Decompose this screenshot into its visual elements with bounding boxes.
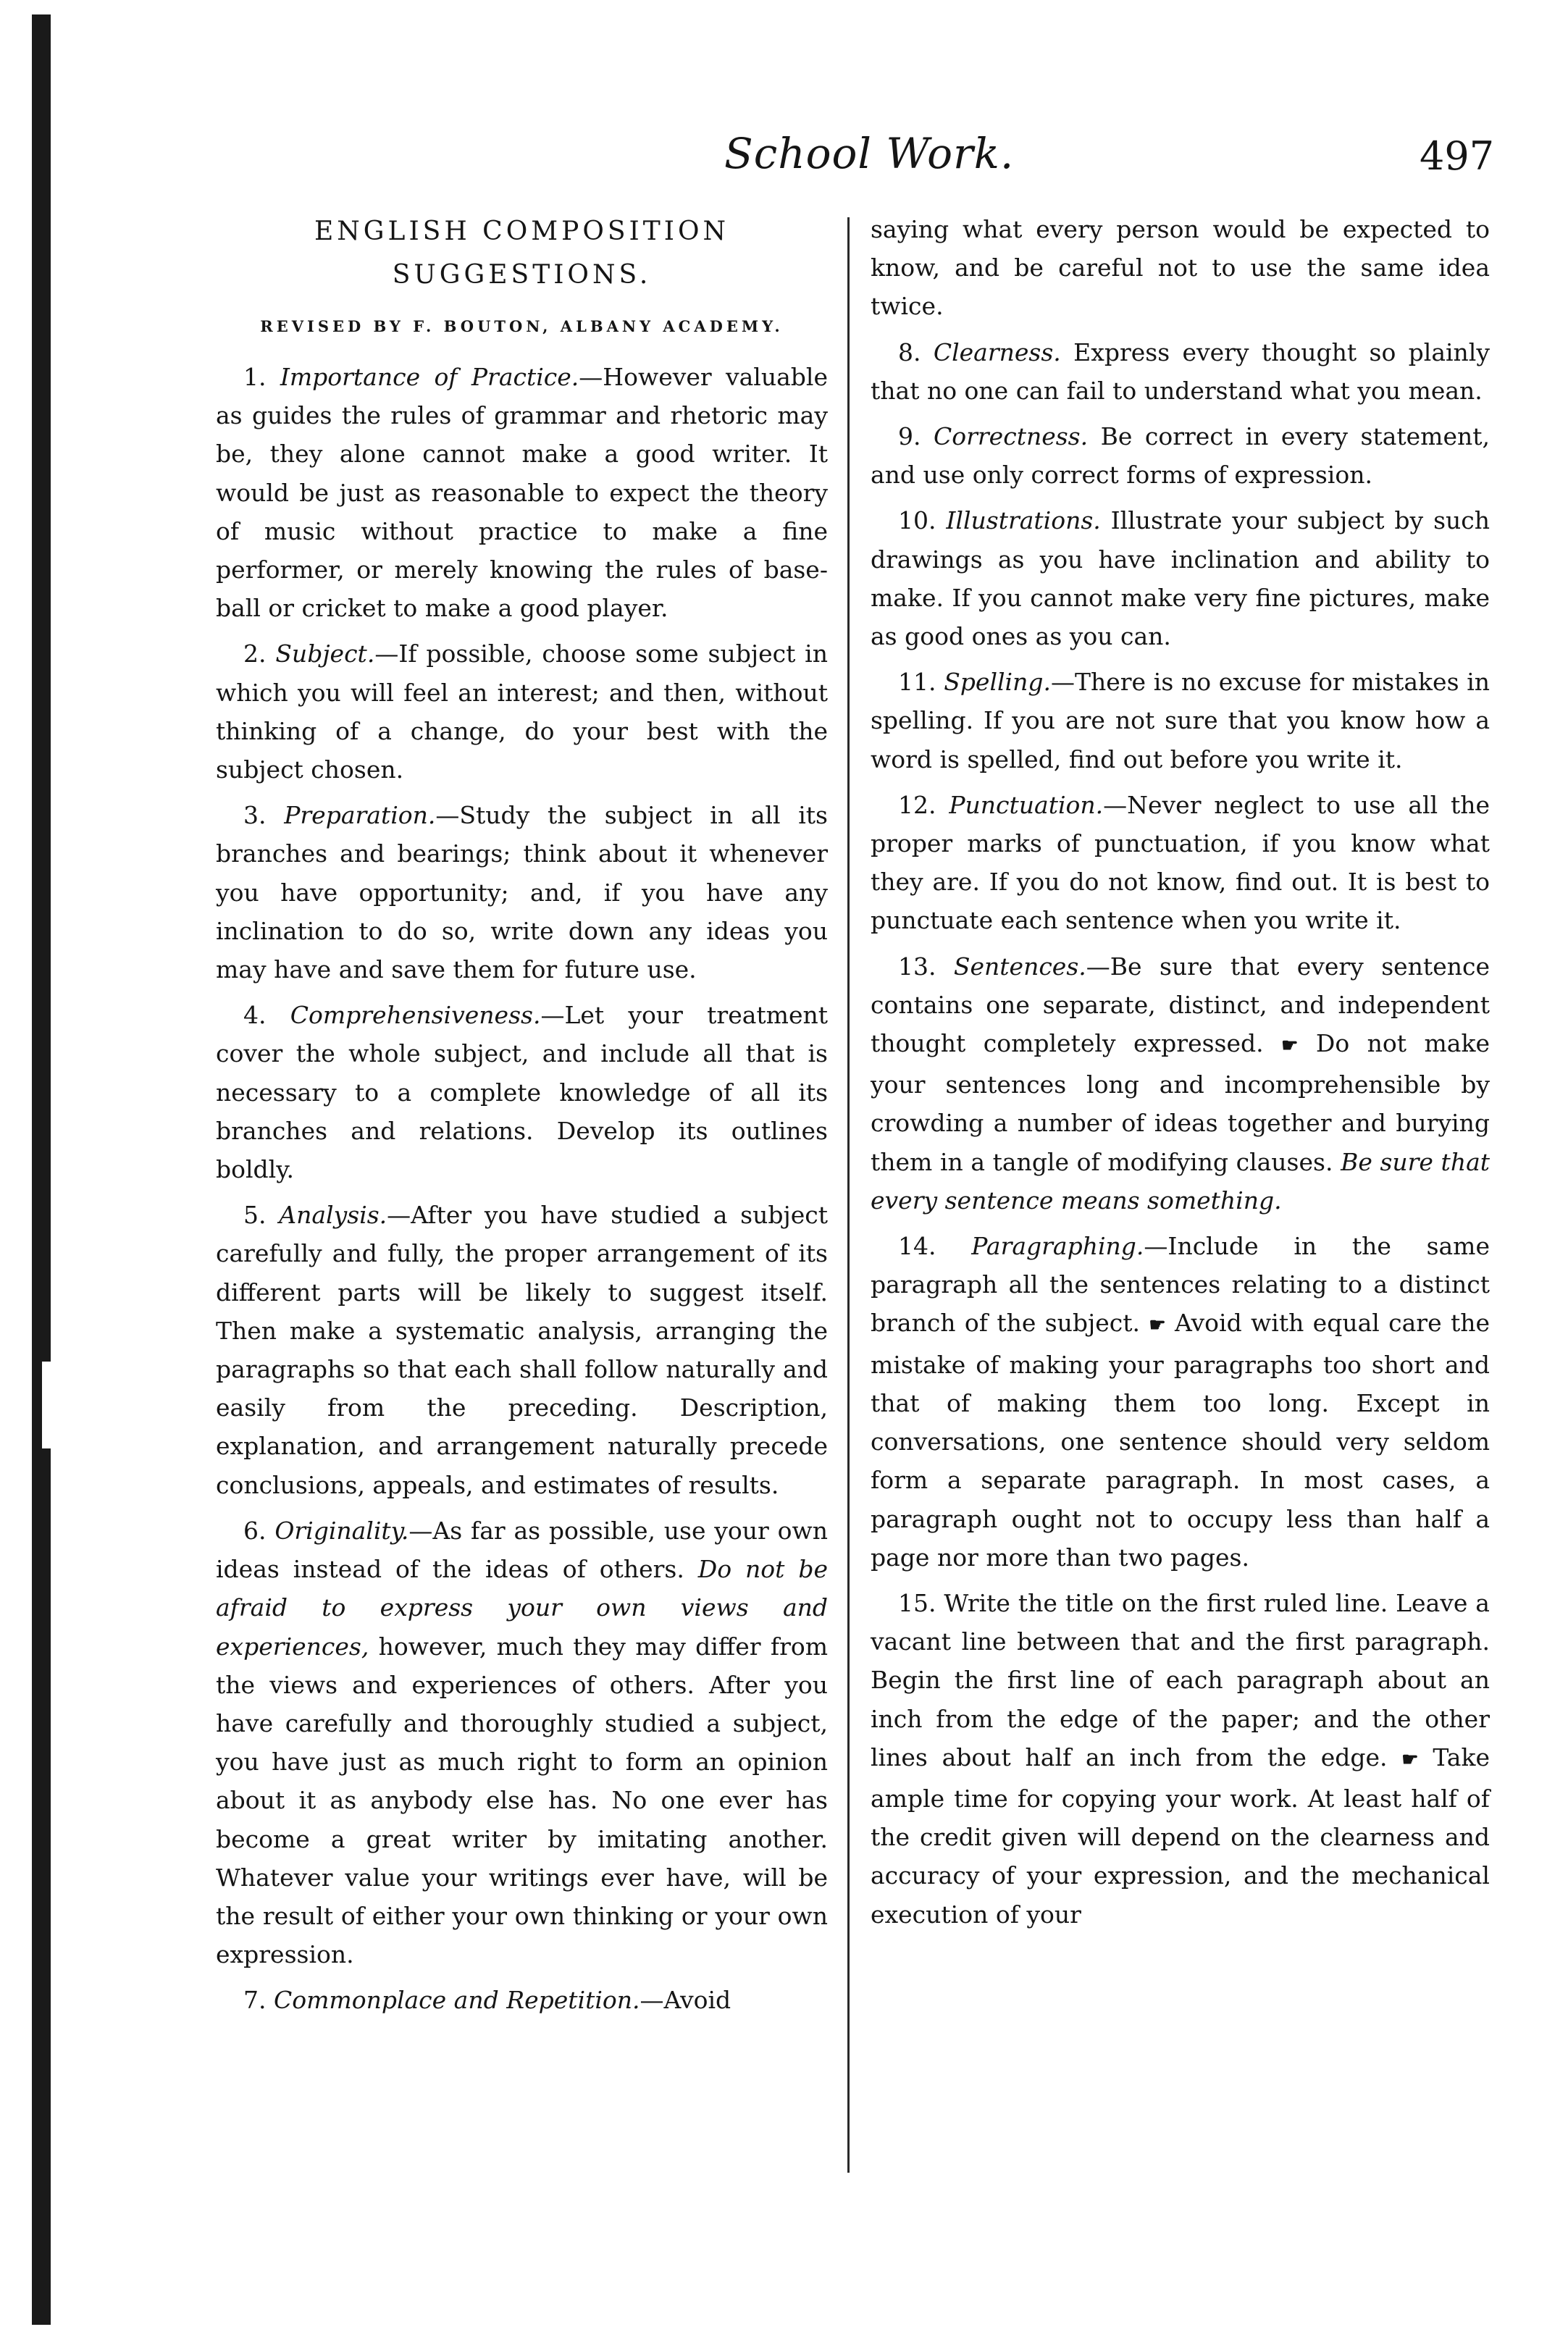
paragraph-text: Study the subject in all its branches and bearings; think about it whenever you have opportunity; and, if you have any inclination to do so, write down any ideas you may have and save them for future use. bbox=[216, 801, 828, 984]
left-column bbox=[216, 210, 828, 2027]
paragraph-text-continued: however, much they may differ from the views and experiences of others. After you have carefully and thoroughly studied a subject, you have just as much right to form an opinion about it as anybody else has. No one ever has become a great writer by imitating another. Whatever value your writings ever have, will be the result of either your own thinking or your own expression. bbox=[216, 1632, 829, 1969]
paragraph-title: Punctuation. bbox=[949, 790, 1104, 819]
paragraph-title: Spelling. bbox=[944, 668, 1051, 697]
paragraph-number: 12. bbox=[898, 790, 936, 819]
paragraph-number: 14. bbox=[898, 1232, 936, 1261]
paragraph-sentences bbox=[871, 947, 1490, 1220]
paragraph-spelling bbox=[871, 663, 1490, 779]
pointing-hand-icon: ☛ bbox=[1281, 1035, 1299, 1057]
paragraph-text: Include in the same paragraph all the sentences relating to a distinct branch of the subject. bbox=[871, 1232, 1490, 1338]
paragraph-title: Commonplace and Repetition. bbox=[274, 1986, 640, 2015]
paragraph-text: As far as possible, use your own ideas instead of the ideas of others. bbox=[216, 1516, 828, 1584]
paragraph-analysis bbox=[216, 1196, 828, 1504]
paragraph-continuation: saying what every person would be expected to know, and be careful not to use the same idea twice. bbox=[871, 215, 1490, 321]
title-separator: — bbox=[374, 639, 399, 668]
paragraph-title: Illustrations. bbox=[946, 506, 1101, 535]
paragraph-text: However valuable as guides the rules of grammar and rhetoric may be, they alone cannot make a good writer. It would be just as reasonable to expect the theory of music without practice to make a fine performer, or merely knowing the rules of base-ball or cricket to make a good player. bbox=[216, 363, 828, 623]
paragraph-text: After you have studied a subject carefully and fully, the proper arrangement of its different parts will be likely to suggest itself. Then make a systematic analysis, arranging the paragraphs so that each shall follow naturally and easily from the preceding. Description, explanation, and arrangement naturally precede conclusions, appeals, and estimates of results. bbox=[216, 1201, 828, 1499]
paragraph-text-continued: Do not make your sentences long and incomprehensible by crowding a number of ideas together and burying them in a tangle of modifying clauses. bbox=[871, 1029, 1490, 1176]
paragraph-originality bbox=[216, 1511, 828, 1974]
paragraph-text: Avoid bbox=[663, 1986, 731, 2015]
title-separator: — bbox=[579, 363, 603, 391]
paragraph-number: 11. bbox=[898, 668, 936, 697]
paragraph-title: Paragraphing. bbox=[971, 1232, 1144, 1261]
paragraph-text: Let your treatment cover the whole subject, and include all that is necessary to a complete knowledge of all its branches and relations. Develop its outlines boldly. bbox=[216, 1001, 828, 1184]
paragraph-title: Sentences. bbox=[953, 952, 1086, 981]
paragraph-text: Illustrate your subject by such drawings as you have inclination and ability to make. If you cannot make very fine pictures, make as good ones as you can. bbox=[871, 506, 1490, 651]
paragraph-text: Be sure that every sentence contains one separate, distinct, and independent thought completely expressed. bbox=[871, 952, 1490, 1058]
article-reviser: REVISED BY F. BOUTON, ALBANY ACADEMY. bbox=[260, 317, 784, 335]
paragraph-number: 7. bbox=[243, 1986, 267, 2015]
paragraph-text: Write the title on the first ruled line. Leave a vacant line between that and the first paragraph. Begin the first line of each paragraph about an inch from the edge of the paper; and the other lines about half an inch from the edge. bbox=[871, 1588, 1490, 1771]
paragraph-title: Subject. bbox=[275, 639, 375, 668]
paragraph-number: 3. bbox=[243, 801, 267, 830]
paragraph-importance-of-practice bbox=[216, 358, 828, 627]
paragraph-text: Express every thought so plainly that no one can fail to understand what you mean. bbox=[871, 337, 1491, 405]
paragraph-subject bbox=[216, 634, 828, 789]
paragraph-illustrations bbox=[871, 501, 1490, 655]
title-separator: — bbox=[408, 1516, 433, 1545]
paragraph-comprehensiveness bbox=[216, 996, 828, 1188]
title-separator: — bbox=[435, 801, 460, 830]
title-separator: — bbox=[387, 1201, 411, 1230]
paragraph-number: 5. bbox=[243, 1201, 267, 1230]
title-separator: — bbox=[1086, 952, 1110, 981]
paragraph-title: Preparation. bbox=[284, 801, 436, 830]
title-separator: — bbox=[540, 1001, 565, 1030]
paragraph-title: Clearness. bbox=[933, 337, 1061, 366]
paragraph-title: Importance of Practice. bbox=[280, 363, 579, 391]
paragraph-punctuation bbox=[871, 786, 1490, 940]
paragraph-title-and-copying bbox=[871, 1584, 1490, 1934]
paragraph-number: 6. bbox=[243, 1516, 267, 1545]
paragraph-number: 13. bbox=[898, 952, 936, 981]
paragraph-title: Comprehensiveness. bbox=[290, 1001, 541, 1030]
paragraph-number: 10. bbox=[898, 506, 936, 535]
right-column bbox=[871, 210, 1490, 1941]
pointing-hand-icon: ☛ bbox=[1401, 1748, 1419, 1771]
paragraph-number: 8. bbox=[898, 337, 921, 366]
title-separator bbox=[1088, 422, 1101, 450]
running-title: School Work. bbox=[724, 129, 1015, 178]
paragraph-number: 4. bbox=[243, 1001, 267, 1030]
paragraph-preparation bbox=[216, 796, 828, 989]
paragraph-text-continued: Take ample time for copying your work. At least half of the credit given will depend on the clearness and accuracy of your expression, and the mechanical execution of your bbox=[871, 1743, 1490, 1929]
paragraph-paragraphing bbox=[871, 1227, 1490, 1577]
paragraph-number: 1. bbox=[243, 363, 267, 391]
paragraph-number: 15. bbox=[898, 1588, 936, 1617]
paragraph-correctness bbox=[871, 417, 1490, 494]
paragraph-title: Correctness. bbox=[934, 422, 1089, 451]
spine-notch bbox=[42, 1362, 51, 1448]
title-separator bbox=[1101, 506, 1111, 534]
title-separator: — bbox=[640, 1986, 664, 2015]
title-separator: — bbox=[1050, 668, 1075, 697]
emphasized-text: Be sure that every sentence means something. bbox=[871, 1147, 1491, 1215]
running-head bbox=[0, 129, 1568, 187]
title-separator: — bbox=[1103, 790, 1128, 819]
paragraph-number: 9. bbox=[898, 422, 921, 451]
article-heading: ENGLISH COMPOSITION SUGGESTIONS. bbox=[314, 217, 729, 290]
pointing-hand-icon: ☛ bbox=[1149, 1314, 1166, 1337]
paragraph-text: If possible, choose some subject in which you will feel an interest; and then, without thinking of a change, do your best with the subject chosen. bbox=[216, 639, 828, 784]
title-separator: — bbox=[1144, 1232, 1168, 1261]
title-separator bbox=[1061, 338, 1073, 366]
paragraph-title: Analysis. bbox=[279, 1201, 387, 1230]
paragraph-title: Originality. bbox=[274, 1516, 409, 1545]
paragraph-text: There is no excuse for mistakes in spelling. If you are not sure that you know how a word is spelled, find out before you write it. bbox=[871, 668, 1491, 773]
emphasized-text: Do not be afraid to express your own views and experiences, bbox=[216, 1555, 828, 1661]
page-number: 497 bbox=[1420, 133, 1495, 179]
page-spine-edge bbox=[32, 14, 51, 2325]
paragraph-text: Never neglect to use all the proper marks of punctuation, if you know what they are. If you do not know, find out. It is best to punctuate each sentence when you write it. bbox=[871, 790, 1490, 935]
paragraph-commonplace-and-repetition bbox=[216, 1981, 828, 2019]
paragraph-text-continued: Avoid with equal care the mistake of making your paragraphs too short and that of making them too long. Except in conversations, one sentence should very seldom form a separate paragraph. In most cases, a paragraph ought not to occupy less than half a page nor more than two pages. bbox=[871, 1309, 1490, 1572]
paragraph-number: 2. bbox=[243, 639, 267, 668]
paragraph-text: Be correct in every statement, and use only correct forms of expression. bbox=[871, 422, 1491, 490]
column-divider bbox=[847, 217, 850, 2173]
paragraph-clearness bbox=[871, 333, 1490, 410]
